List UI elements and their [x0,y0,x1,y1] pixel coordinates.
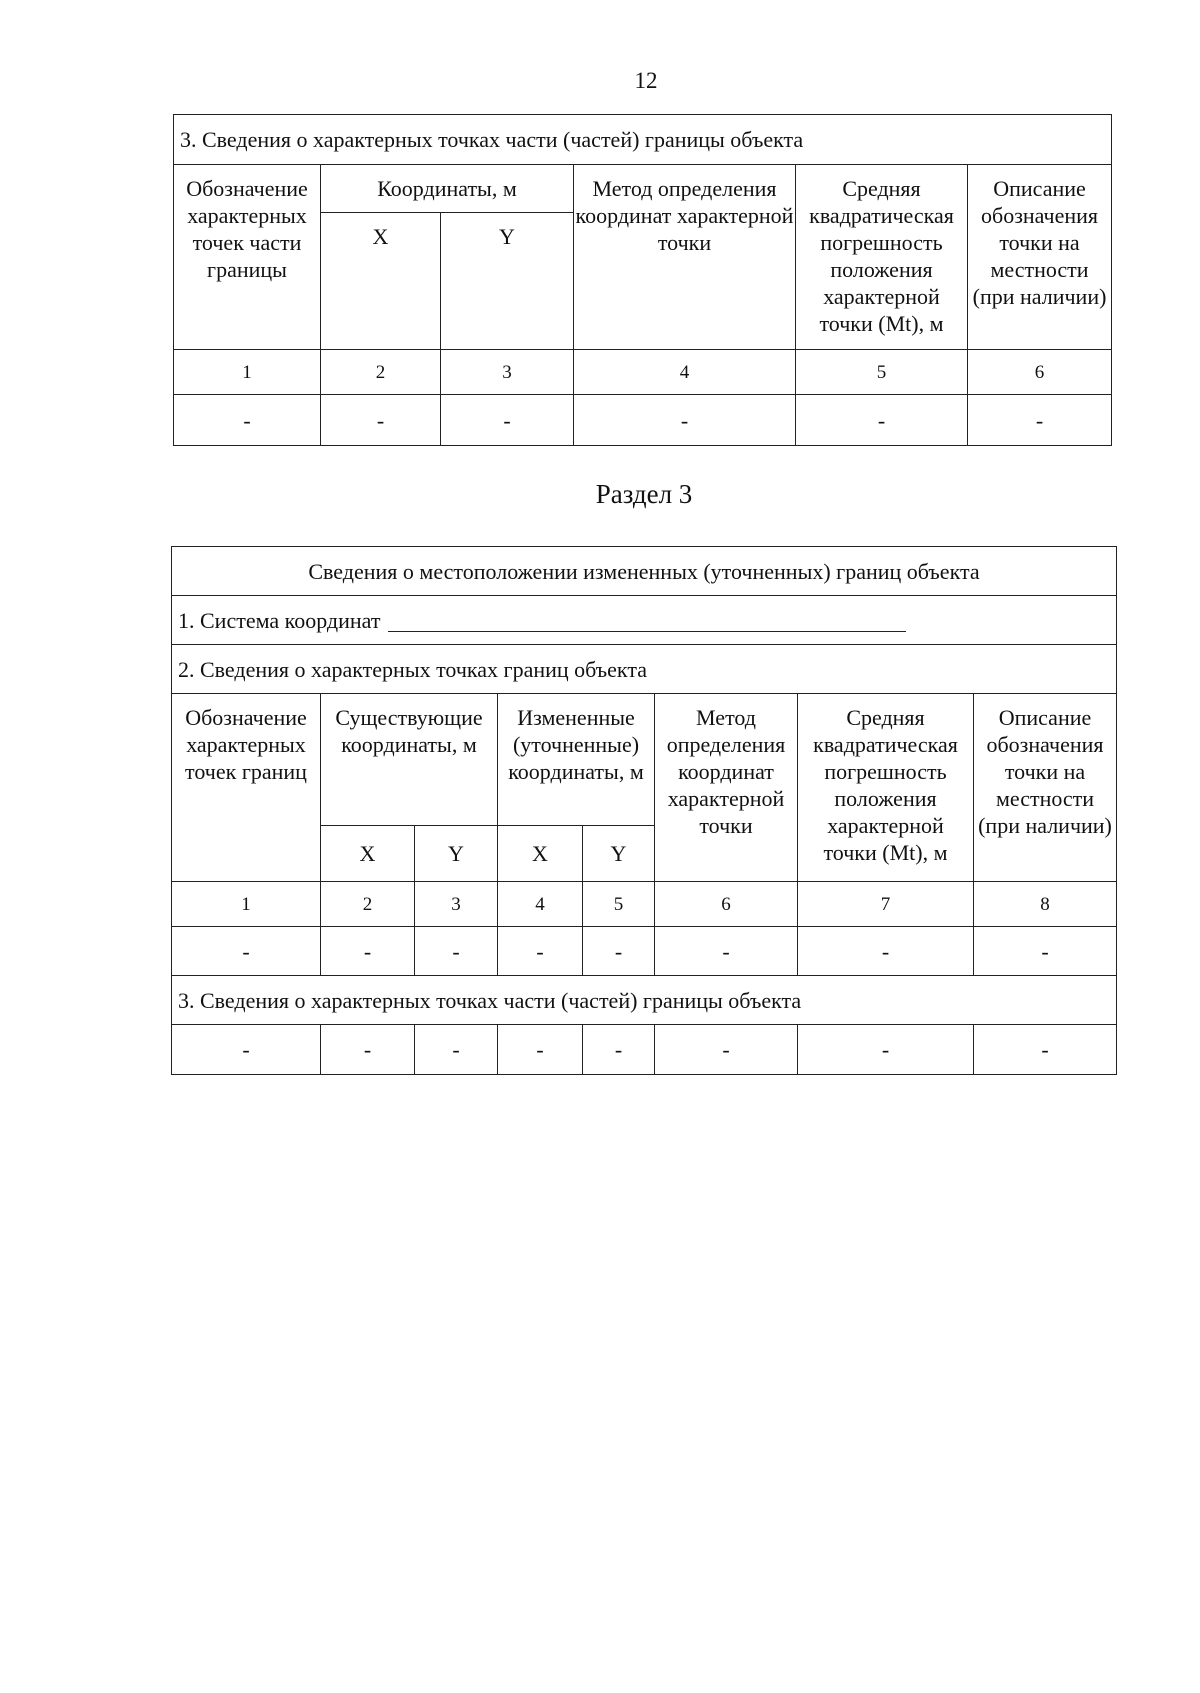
cell-value: - [415,1025,498,1075]
coordinate-system-row [172,596,1117,645]
table-row [174,395,1112,446]
cell-value: - [574,395,796,446]
column-number: 1 [174,350,321,395]
table-title: Сведения о местоположении измененных (уточненных) границ объекта [172,547,1117,596]
header-y: Y [415,826,498,882]
subsection-title: 3. Сведения о характерных точках части (частей) границы объекта [172,976,1117,1025]
cell-value: - [172,1025,321,1075]
header-existing-coordinates: Существующие координаты, м [321,694,498,826]
header-designation: Обозначение характерных точек части границы [174,165,321,350]
table-row [172,927,1117,976]
column-number: 2 [321,350,441,395]
cell-value: - [441,395,574,446]
header-method: Метод определения координат характерной точки [574,165,796,350]
cell-value: - [798,1025,974,1075]
header-description: Описание обозначения точки на местности (при наличии) [974,694,1117,882]
header-designation: Обозначение характерных точек границ [172,694,321,882]
column-number: 3 [415,882,498,927]
column-number: 1 [172,882,321,927]
coordinate-system-blank-line [388,611,906,632]
part-boundary-points-table [173,114,1112,446]
coordinate-system-label: 1. Система координат [178,607,381,633]
cell-value: - [321,395,441,446]
cell-value: - [968,395,1112,446]
subsection-title: 2. Сведения о характерных точках границ объекта [172,645,1117,694]
changed-boundaries-table [171,546,1117,1075]
cell-value: - [583,1025,655,1075]
table-row [172,1025,1117,1075]
column-number: 2 [321,882,415,927]
table-title: 3. Сведения о характерных точках части (частей) границы объекта [174,115,1112,165]
cell-value: - [583,927,655,976]
cell-value: - [498,1025,583,1075]
cell-value: - [655,1025,798,1075]
header-error: Средняя квадратическая погрешность положения характерной точки (Mt), м [798,694,974,882]
cell-value: - [655,927,798,976]
column-number: 3 [441,350,574,395]
header-x: X [321,826,415,882]
column-number: 6 [968,350,1112,395]
cell-value: - [321,927,415,976]
header-y: Y [583,826,655,882]
header-changed-coordinates: Измененные (уточненные) координаты, м [498,694,655,826]
section-title: Раздел 3 [595,479,693,509]
header-x: X [321,213,441,350]
header-method: Метод определения координат характерной точки [655,694,798,882]
page-number: 12 [634,68,658,93]
header-y: Y [441,213,574,350]
header-description: Описание обозначения точки на местности (при наличии) [968,165,1112,350]
column-number: 4 [574,350,796,395]
column-number: 8 [974,882,1117,927]
cell-value: - [321,1025,415,1075]
header-x: X [498,826,583,882]
header-coordinates: Координаты, м [321,165,574,213]
cell-value: - [974,1025,1117,1075]
column-number: 5 [583,882,655,927]
column-number: 4 [498,882,583,927]
cell-value: - [498,927,583,976]
cell-value: - [174,395,321,446]
column-number: 6 [655,882,798,927]
cell-value: - [172,927,321,976]
column-number: 5 [796,350,968,395]
cell-value: - [974,927,1117,976]
cell-value: - [796,395,968,446]
header-error: Средняя квадратическая погрешность положения характерной точки (Mt), м [796,165,968,350]
cell-value: - [798,927,974,976]
column-number: 7 [798,882,974,927]
cell-value: - [415,927,498,976]
